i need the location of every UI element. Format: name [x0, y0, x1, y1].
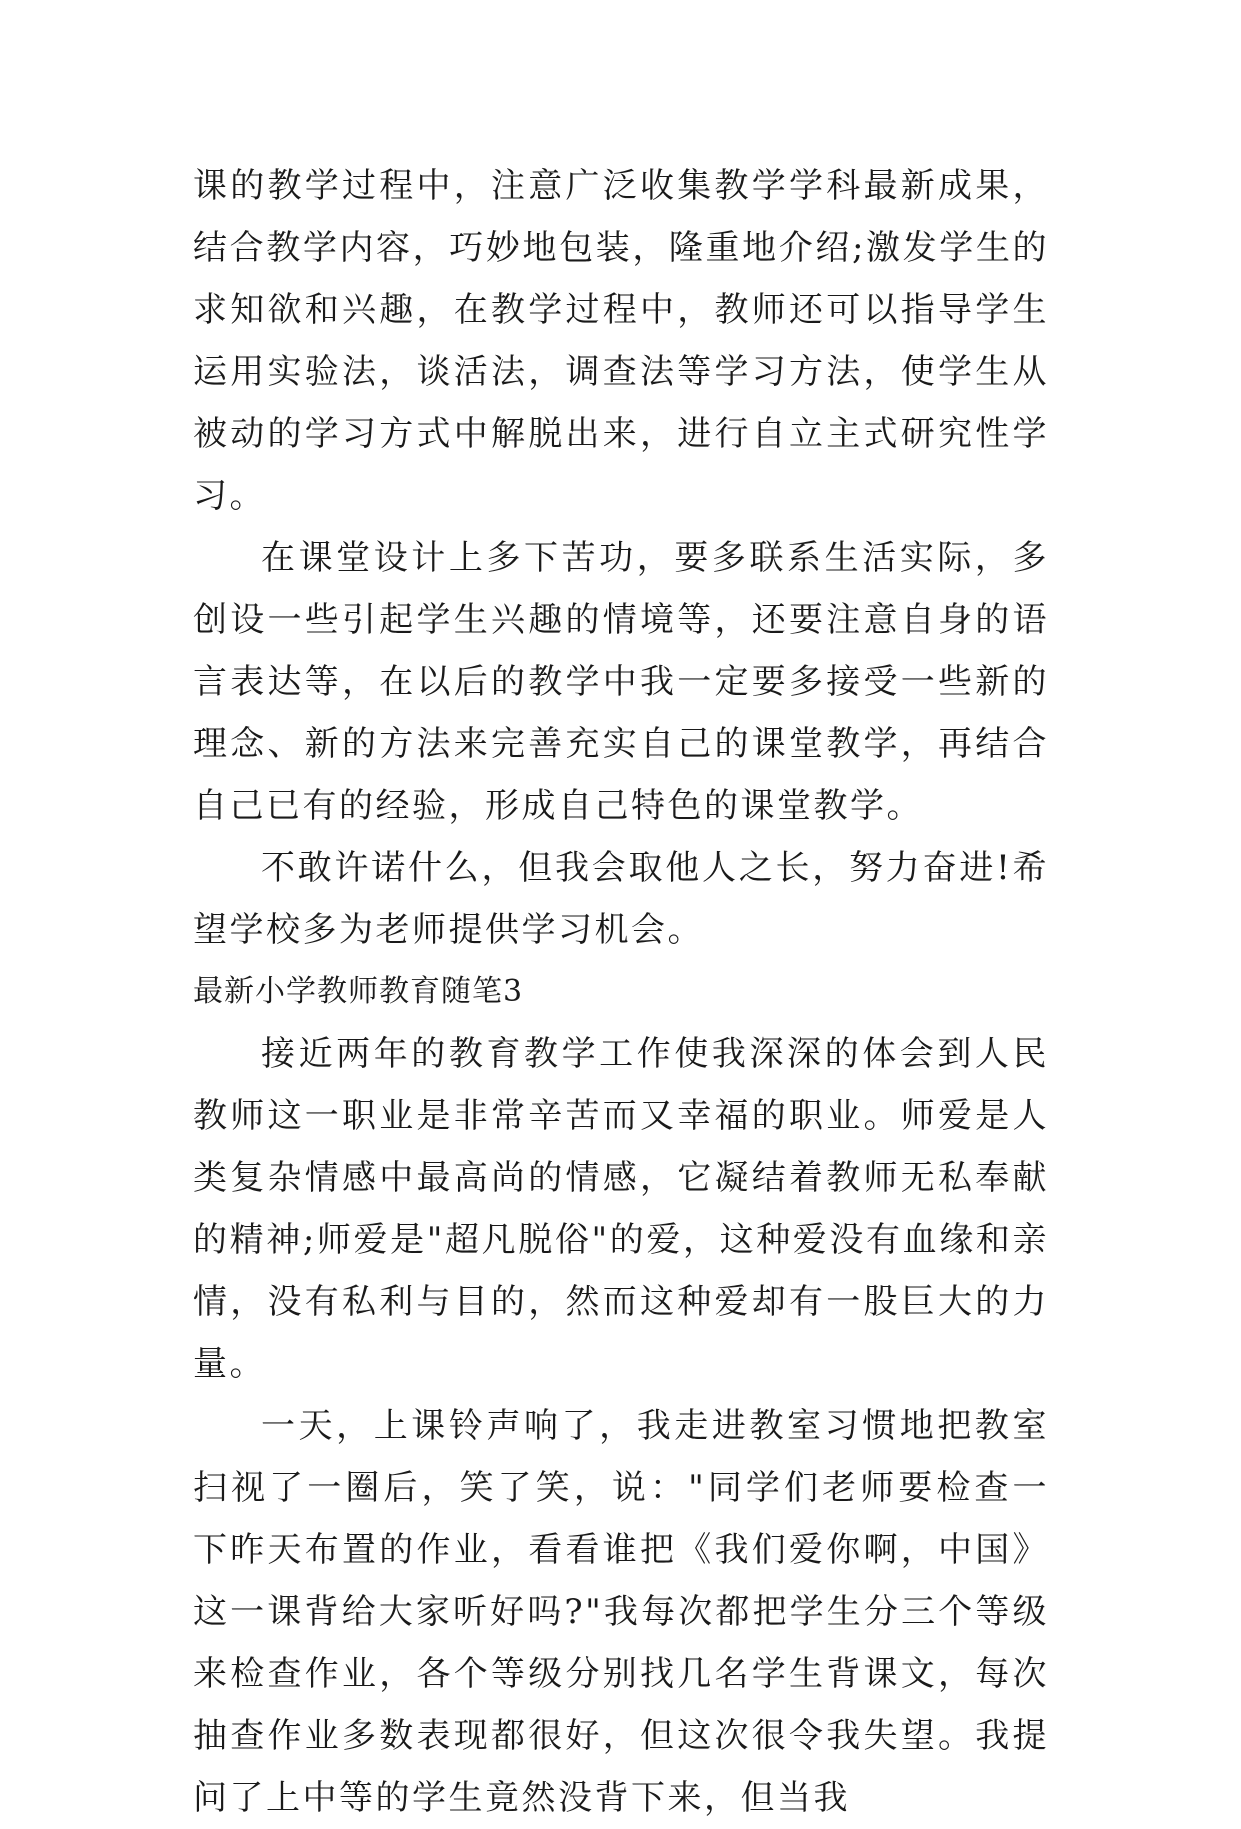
paragraph-teacher-love: 接近两年的教育教学工作使我深深的体会到人民教师这一职业是非常辛苦而又幸福的职业。师爱是人类复杂情感中最高尚的情感，它凝结着教师无私奉献的精神;师爱是"超凡脱俗"的爱，这种爱没有血缘和亲情，没有私利与目的，然而这种爱却有一股巨大的力量。: [193, 1034, 1049, 1384]
section-heading: 最新小学教师教育随笔3: [193, 974, 524, 1009]
paragraph-promise: 不敢许诺什么，但我会取他人之长，努力奋进!希望学校多为老师提供学习机会。: [193, 848, 1049, 950]
document-page: [193, 155, 1049, 1829]
paragraph-continuation: 课的教学过程中，注意广泛收集教学学科最新成果，结合教学内容，巧妙地包装，隆重地介绍;激发学生的求知欲和兴趣，在教学过程中，教师还可以指导学生运用实验法，谈活法，调查法等学习方法，使学生从被动的学习方式中解脱出来，进行自立主式研究性学习。: [193, 166, 1049, 516]
paragraph-classroom-design: 在课堂设计上多下苦功，要多联系生活实际，多创设一些引起学生兴趣的情境等，还要注意自身的语言表达等，在以后的教学中我一定要多接受一些新的理念、新的方法来完善充实自己的课堂教学，再结合自己已有的经验，形成自己特色的课堂教学。: [193, 538, 1049, 826]
paragraph-classroom-story: 一天，上课铃声响了，我走进教室习惯地把教室扫视了一圈后，笑了笑，说："同学们老师要检查一下昨天布置的作业，看看谁把《我们爱你啊，中国》这一课背给大家听好吗?"我每次都把学生分三个等级来检查作业，各个等级分别找几名学生背课文，每次抽查作业多数表现都很好，但这次很令我失望。我提问了上中等的学生竟然没背下来，但当我: [193, 1406, 1049, 1818]
